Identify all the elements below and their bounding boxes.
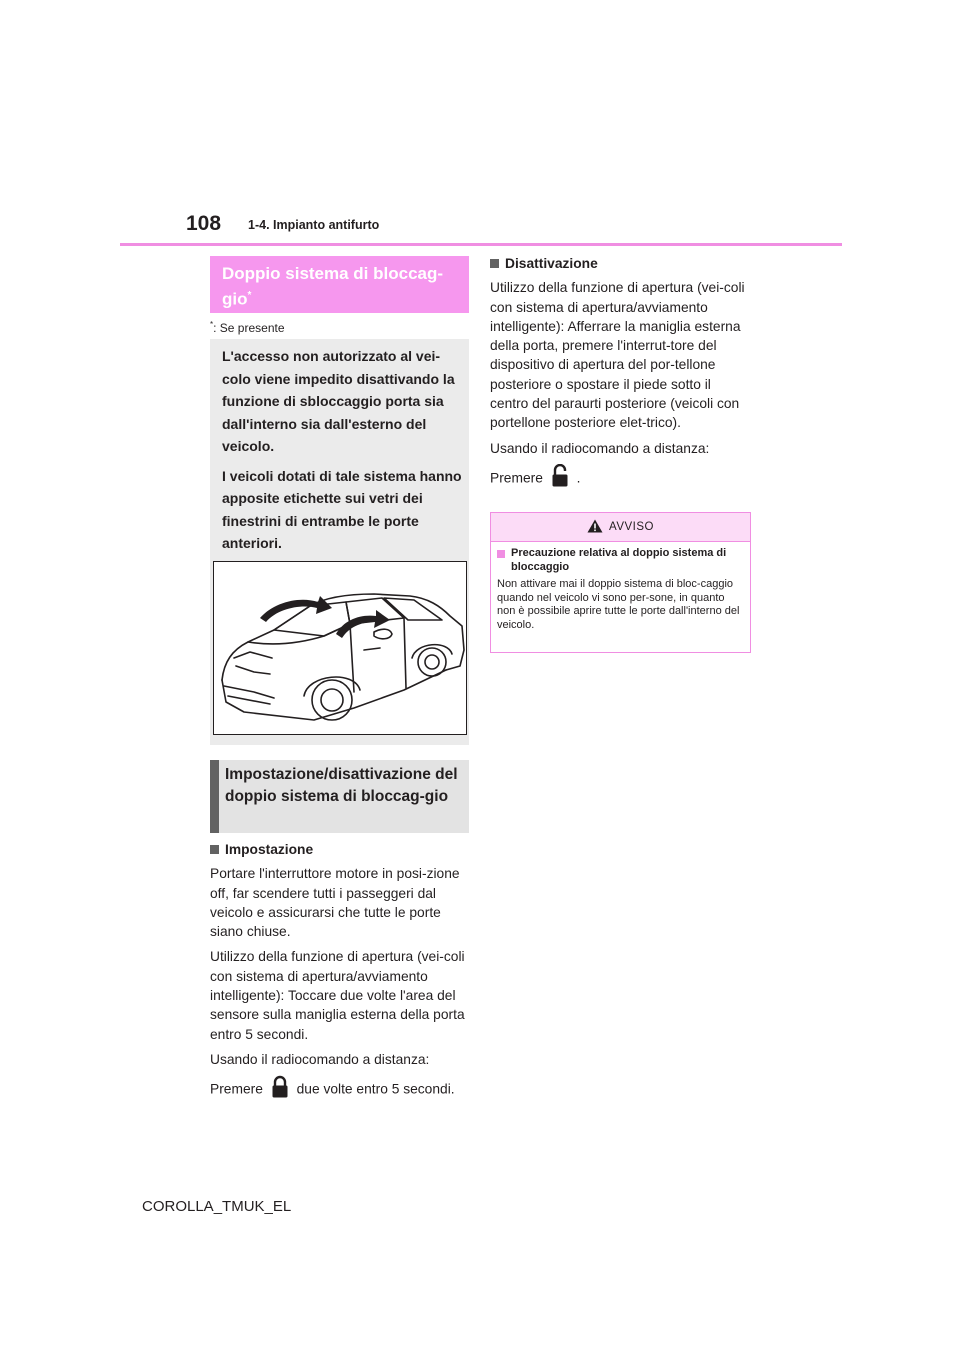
paragraph: Portare l'interruttore motore in posi-zione off, far scendere tutti i passeggeri dal veicolo e assicurarsi che tutte le porte siano chiuse. bbox=[210, 866, 460, 940]
info-box bbox=[210, 339, 469, 745]
header-rule bbox=[120, 243, 842, 246]
info-paragraph-1: L'accesso non autorizzato al vei-colo viene impedito disattivando la funzione di sbloccaggio porta sia dall'interno sia dall'esterno del veicolo. bbox=[222, 348, 455, 454]
paragraph-text: due volte entro 5 secondi. bbox=[296, 1081, 455, 1097]
left-column-text bbox=[210, 840, 472, 1111]
paragraph-text: Premere bbox=[490, 470, 543, 486]
right-column-text bbox=[490, 254, 752, 499]
square-bullet-icon bbox=[210, 845, 219, 854]
car-illustration-icon bbox=[214, 562, 466, 734]
footnote bbox=[210, 320, 285, 335]
page-number: 108 bbox=[186, 212, 222, 235]
subheading-impostazione bbox=[210, 840, 472, 859]
paragraph: Usando il radiocomando a distanza: bbox=[490, 440, 710, 456]
footer-code: COROLLA_TMUK_EL bbox=[142, 1198, 292, 1215]
warning-title: AVVISO bbox=[609, 521, 654, 533]
footnote-mark: * bbox=[210, 320, 214, 329]
square-bullet-icon bbox=[490, 259, 499, 268]
paragraph: Utilizzo della funzione di apertura (vei-coli con sistema di apertura/avviamento intelligente): Afferrare la maniglia esterna della porta, premere l'interrut-tore del dispositivo di apertura del por-tellone posteriore o spostare il piede sotto il centro del paraurti posteriore (veicoli con portellone posteriore elet-trico). bbox=[490, 280, 745, 431]
warning-box bbox=[490, 512, 751, 653]
car-illustration bbox=[213, 561, 467, 735]
section-heading: Impostazione/disattivazione del doppio sistema di bloccag-gio bbox=[210, 760, 469, 833]
paragraph: Usando il radiocomando a distanza: bbox=[210, 1051, 430, 1067]
paragraph-text: . bbox=[576, 470, 581, 486]
warning-subheading-text: Precauzione relativa al doppio sistema di bloccaggio bbox=[511, 547, 727, 573]
paragraph-text: Premere bbox=[210, 1081, 263, 1097]
info-paragraph-2: I veicoli dotati di tale sistema hanno apposite etichette sui vetri dei finestrini di entrambe le porte anteriori. bbox=[222, 467, 462, 551]
footnote-text: : Se presente bbox=[213, 321, 285, 335]
square-bullet-icon bbox=[497, 550, 505, 558]
topic-heading-text: Doppio sistema di bloccag-gio bbox=[222, 264, 444, 309]
warning-subheading bbox=[497, 547, 744, 574]
paragraph-with-icon bbox=[210, 1075, 472, 1104]
paragraph: Utilizzo della funzione di apertura (vei-coli con sistema di apertura/avviamento intelligente): Toccare due volte l'area del sensore sulla maniglia esterna della porta entro 5 secondi. bbox=[210, 949, 465, 1042]
subheading-disattivazione bbox=[490, 254, 752, 273]
section-title: 1-4. Impianto antifurto bbox=[248, 218, 380, 232]
warning-text: Non attivare mai il doppio sistema di bloc-caggio quando nel veicolo vi sono per-sone, in quanto non è possibile aprire tutte le porte dall'interno del veicolo. bbox=[497, 578, 740, 631]
lock-icon bbox=[271, 1075, 289, 1104]
topic-heading-mark: * bbox=[247, 290, 252, 301]
subheading-text: Disattivazione bbox=[505, 256, 598, 271]
unlock-icon bbox=[551, 464, 569, 493]
subheading-text: Impostazione bbox=[225, 842, 314, 857]
paragraph-with-icon bbox=[490, 464, 752, 493]
warning-header bbox=[491, 513, 750, 542]
warning-triangle-icon bbox=[587, 519, 603, 536]
topic-heading bbox=[210, 256, 469, 313]
